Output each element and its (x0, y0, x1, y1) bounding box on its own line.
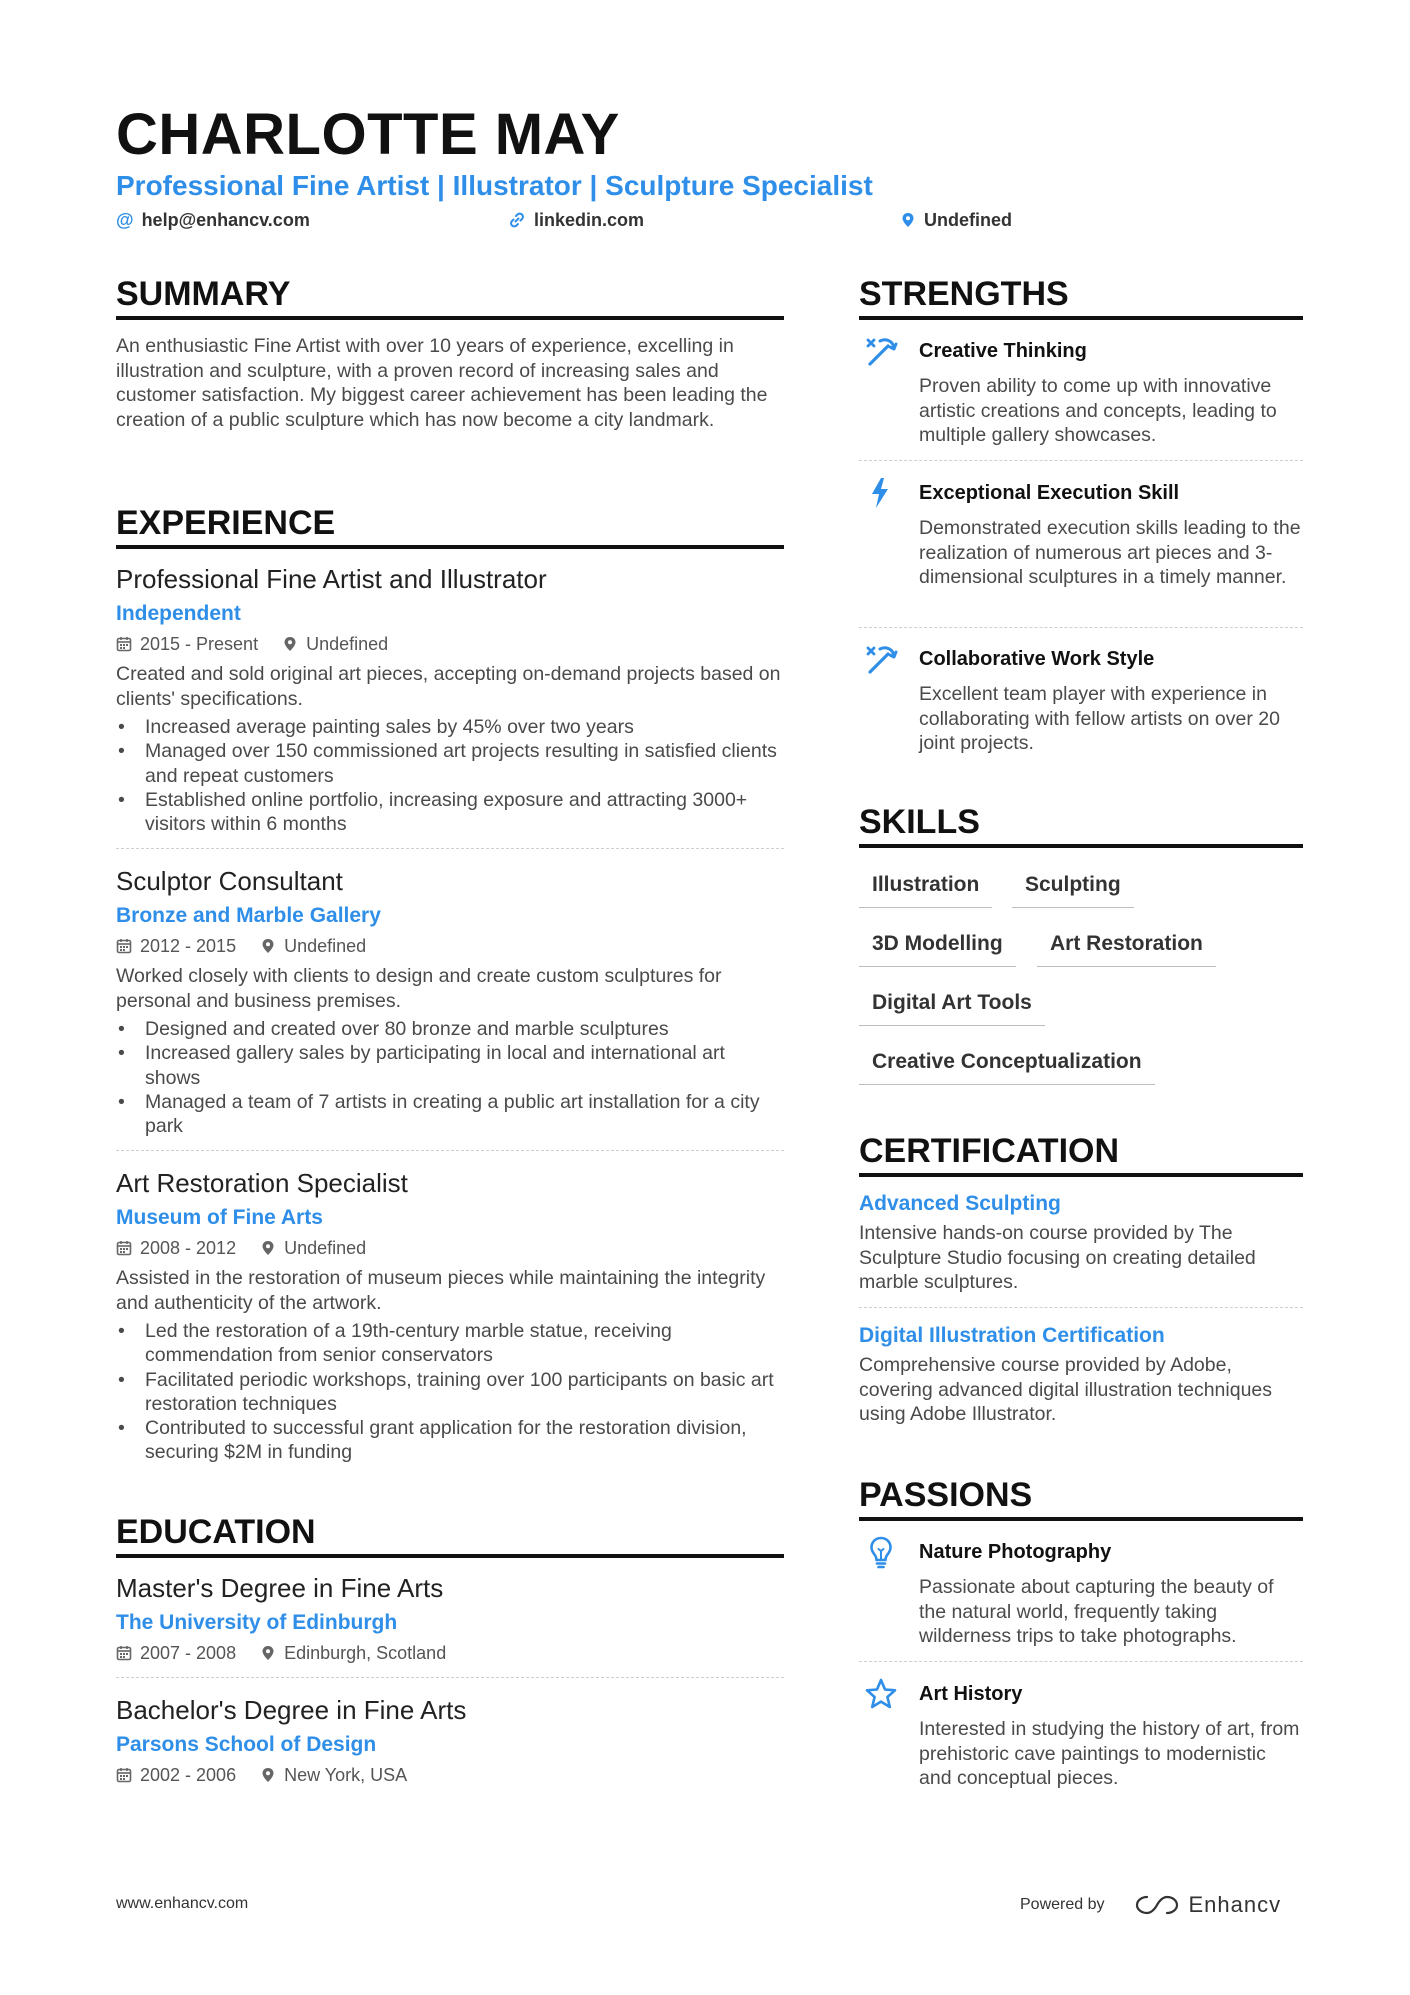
powered-by-text: Powered by (1020, 1896, 1105, 1913)
strength-title: Exceptional Execution Skill (919, 482, 1180, 504)
summary-heading: SUMMARY (116, 275, 291, 313)
calendar-icon (116, 1645, 132, 1661)
certification-heading: CERTIFICATION (859, 1132, 1120, 1170)
education-dates: 2007 - 2008 (140, 1643, 237, 1663)
job-bullets (116, 1017, 784, 1138)
job-bullets (116, 1319, 784, 1465)
location-pin-icon (260, 938, 276, 954)
job-dates: 2008 - 2012 (140, 1238, 237, 1258)
skill-tag: Art Restoration (1037, 931, 1216, 967)
certification-rule (859, 1173, 1303, 1177)
job-bullet: • Designed and created over 80 bronze and marble sculptures (116, 1017, 784, 1041)
education-location: Edinburgh, Scotland (284, 1643, 447, 1663)
education-rule (116, 1554, 784, 1558)
location-pin-icon (900, 211, 916, 229)
brand-logo[interactable] (1133, 1892, 1282, 1918)
candidate-name: CHARLOTTE MAY (116, 102, 620, 167)
degree-title: Bachelor's Degree in Fine Arts (116, 1695, 467, 1725)
education-location: New York, USA (284, 1765, 408, 1785)
passion-text: Interested in studying the history of art, from prehistoric cave paintings to modernistic and conceptual pieces. (919, 1718, 1300, 1789)
skill-tag: Digital Art Tools (859, 990, 1045, 1026)
experience-heading: EXPERIENCE (116, 504, 336, 542)
strengths-heading: STRENGTHS (859, 275, 1069, 313)
skills-heading: SKILLS (859, 803, 980, 841)
job-title: Art Restoration Specialist (116, 1168, 408, 1198)
job-dates: 2015 - Present (140, 634, 259, 654)
school-name: Parsons School of Design (116, 1733, 377, 1756)
job-description: Created and sold original art pieces, accepting on-demand projects based on clients' specifications. (116, 663, 781, 710)
strength-title: Creative Thinking (919, 340, 1087, 362)
job-company: Museum of Fine Arts (116, 1206, 323, 1229)
lightning-icon (864, 476, 898, 510)
job-bullet: • Increased gallery sales by participating in local and international art shows (116, 1041, 784, 1090)
passion-text: Passionate about capturing the beauty of the natural world, frequently taking wilderness trips to take photographs. (919, 1576, 1274, 1647)
job-meta (116, 632, 784, 656)
education-meta (116, 1763, 784, 1787)
enhancv-logo-icon (1133, 1892, 1181, 1918)
at-icon: @ (116, 210, 134, 230)
contact-location (900, 208, 1012, 232)
job-location: Undefined (284, 936, 367, 956)
skill-tag: 3D Modelling (859, 931, 1016, 967)
candidate-tagline: Professional Fine Artist | Illustrator | Sculpture Specialist (116, 170, 873, 201)
passion-title: Nature Photography (919, 1541, 1112, 1563)
footer-powered (1020, 1892, 1281, 1918)
strength-title: Collaborative Work Style (919, 648, 1155, 670)
linkedin-text: linkedin.com (534, 210, 645, 230)
school-name: The University of Edinburgh (116, 1611, 398, 1634)
calendar-icon (116, 1767, 132, 1783)
location-pin-icon (260, 1767, 276, 1783)
skill-tag: Illustration (859, 872, 992, 908)
divider (116, 1150, 784, 1151)
job-bullet: • Facilitated periodic workshops, training over 100 participants on basic art restoration techniques (116, 1368, 784, 1417)
summary-text: An enthusiastic Fine Artist with over 10 years of experience, excelling in illustration and sculpture, with a proven record of increasing sales and customer satisfaction. My biggest career achievement has been leading the creation of a public sculpture which has now become a city landmark. (116, 335, 768, 431)
location-text: Undefined (924, 210, 1012, 230)
job-bullet: • Contributed to successful grant application for the restoration division, securing $2M in funding (116, 1416, 784, 1465)
job-location: Undefined (306, 634, 389, 654)
degree-title: Master's Degree in Fine Arts (116, 1573, 444, 1603)
calendar-icon (116, 1240, 132, 1256)
calendar-icon (116, 938, 132, 954)
brand-name: Enhancv (1188, 1892, 1282, 1917)
passions-rule (859, 1517, 1303, 1521)
job-location: Undefined (284, 1238, 367, 1258)
footer-website[interactable]: www.enhancv.com (116, 1895, 249, 1912)
contact-linkedin[interactable] (508, 208, 644, 232)
lightbulb-icon (864, 1535, 898, 1569)
certification-title: Advanced Sculpting (859, 1192, 1061, 1215)
star-icon (864, 1677, 898, 1711)
job-bullet: • Established online portfolio, increasing exposure and attracting 3000+ visitors within 6 months (116, 788, 784, 837)
link-icon (508, 211, 526, 229)
divider (859, 1661, 1303, 1662)
divider (116, 848, 784, 849)
job-company: Bronze and Marble Gallery (116, 904, 381, 927)
divider (859, 460, 1303, 461)
certification-title: Digital Illustration Certification (859, 1324, 1165, 1347)
location-pin-icon (260, 1645, 276, 1661)
skills-rule (859, 844, 1303, 848)
divider (859, 627, 1303, 628)
education-heading: EDUCATION (116, 1513, 316, 1551)
summary-rule (116, 316, 784, 320)
certification-text: Comprehensive course provided by Adobe, covering advanced digital illustration techniques using Adobe Illustrator. (859, 1354, 1273, 1425)
job-meta (116, 1236, 784, 1260)
passions-heading: PASSIONS (859, 1476, 1033, 1514)
experience-rule (116, 545, 784, 549)
passion-title: Art History (919, 1683, 1023, 1705)
strength-text: Excellent team player with experience in collaborating with fellow artists on over 20 joint projects. (919, 683, 1280, 754)
job-dates: 2012 - 2015 (140, 936, 237, 956)
contact-email[interactable] (116, 208, 310, 232)
job-company: Independent (116, 602, 241, 625)
certification-text: Intensive hands-on course provided by The Sculpture Studio focusing on creating detailed marble sculptures. (859, 1222, 1256, 1293)
job-meta (116, 934, 784, 958)
strengths-rule (859, 316, 1303, 320)
job-description: Worked closely with clients to design and create custom sculptures for personal and business premises. (116, 965, 722, 1012)
job-bullet: • Managed over 150 commissioned art projects resulting in satisfied clients and repeat customers (116, 739, 784, 788)
magic-wand-icon (864, 642, 898, 676)
calendar-icon (116, 636, 132, 652)
skill-tag: Creative Conceptualization (859, 1049, 1155, 1085)
divider (116, 1677, 784, 1678)
location-pin-icon (260, 1240, 276, 1256)
job-bullets (116, 715, 784, 836)
skill-tag: Sculpting (1012, 872, 1134, 908)
education-dates: 2002 - 2006 (140, 1765, 237, 1785)
job-description: Assisted in the restoration of museum pieces while maintaining the integrity and authenticity of the artwork. (116, 1267, 766, 1314)
job-bullet: • Increased average painting sales by 45% over two years (116, 715, 784, 739)
job-bullet: • Managed a team of 7 artists in creating a public art installation for a city park (116, 1090, 784, 1139)
divider (859, 1307, 1303, 1308)
job-bullet: • Led the restoration of a 19th-century marble statue, receiving commendation from senior conservators (116, 1319, 784, 1368)
strength-text: Demonstrated execution skills leading to the realization of numerous art pieces and 3-dimensional sculptures in a timely manner. (919, 517, 1301, 588)
job-title: Sculptor Consultant (116, 866, 343, 896)
location-pin-icon (282, 636, 298, 652)
email-text: help@enhancv.com (141, 210, 310, 230)
job-title: Professional Fine Artist and Illustrator (116, 564, 547, 594)
education-meta (116, 1641, 784, 1665)
magic-wand-icon (864, 334, 898, 368)
strength-text: Proven ability to come up with innovative artistic creations and concepts, leading to multiple gallery showcases. (919, 375, 1277, 446)
